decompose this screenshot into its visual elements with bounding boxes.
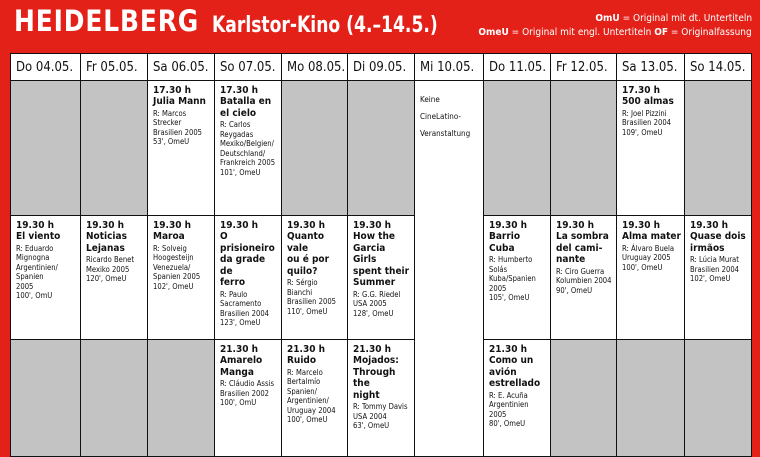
film-title-line: Ruido bbox=[287, 355, 317, 366]
day-header bbox=[617, 54, 685, 81]
screening-cell bbox=[484, 216, 551, 340]
film-detail-line: Brasilien 2004 bbox=[690, 264, 740, 274]
screening-cell bbox=[81, 216, 148, 340]
film-title-line: Batalla en bbox=[220, 96, 272, 107]
legend-code-omu: OmU bbox=[595, 13, 620, 24]
day-header bbox=[11, 54, 81, 81]
film-title-line: Manga bbox=[220, 366, 254, 378]
film-detail-line: Kuba/Spanien bbox=[489, 274, 536, 284]
film-detail-line: 100', OmeU bbox=[622, 262, 663, 272]
film-detail-line: 2005 bbox=[16, 281, 34, 291]
film-title-line: Amarelo bbox=[220, 355, 263, 366]
day-header bbox=[148, 54, 215, 81]
film-details bbox=[353, 402, 411, 431]
screening-time: 17.30 h bbox=[220, 85, 258, 96]
legend-text-of: = Originalfassung bbox=[668, 27, 752, 38]
empty-slot bbox=[685, 81, 752, 216]
film-title bbox=[287, 355, 344, 367]
film-detail-line: R: Paulo bbox=[220, 289, 248, 299]
film-title-line: La sombra bbox=[556, 231, 609, 242]
note-line: CineLatino- bbox=[420, 112, 461, 121]
screening-cell bbox=[215, 81, 282, 216]
film-title bbox=[622, 231, 681, 243]
film-detail-line: 101', OmeU bbox=[220, 167, 261, 177]
film-detail-line: 63', OmeU bbox=[353, 421, 390, 431]
film-details bbox=[220, 120, 278, 178]
film-details bbox=[489, 255, 547, 303]
empty-slot bbox=[11, 81, 81, 216]
film-detail-line: Hoogesteijn bbox=[153, 253, 194, 263]
film-detail-line: R: Cláudio Assis bbox=[220, 379, 275, 388]
film-details bbox=[690, 255, 748, 284]
film-detail-line: Brasilien 2005 bbox=[153, 127, 203, 137]
screening-cell bbox=[617, 216, 685, 340]
film-details bbox=[287, 278, 344, 316]
film-title bbox=[153, 96, 211, 108]
legend-code-omeu: OmeU bbox=[478, 27, 510, 38]
film-title-line: quilo? bbox=[287, 265, 318, 277]
film-detail-line: R: Eduardo bbox=[16, 243, 54, 253]
film-detail-line: R: Tommy Davis bbox=[353, 402, 408, 411]
screening-cell bbox=[215, 340, 282, 457]
film-title bbox=[16, 231, 77, 243]
schedule-row bbox=[11, 216, 752, 340]
film-detail-line: Bertalmío bbox=[287, 377, 321, 387]
film-title bbox=[86, 231, 144, 254]
screening-time: 19.30 h bbox=[287, 220, 325, 231]
film-detail-line: R: Carlos bbox=[220, 120, 251, 129]
film-details bbox=[622, 244, 681, 273]
film-title-line: El viento bbox=[16, 231, 61, 242]
legend-omu bbox=[595, 13, 752, 24]
film-detail-line: Kolumbien 2004 bbox=[556, 276, 612, 286]
film-title bbox=[220, 355, 278, 378]
film-title bbox=[489, 231, 547, 254]
film-title-line: spent their bbox=[353, 265, 410, 277]
no-event-cell bbox=[415, 81, 484, 457]
film-title-line: Como un bbox=[489, 355, 534, 366]
film-title-line: Quanto vale bbox=[287, 231, 325, 254]
day-header bbox=[685, 54, 752, 81]
cinema-subtitle: Karlstor-Kino (4.–14.5.) bbox=[212, 13, 438, 38]
film-title-line: Summer bbox=[353, 277, 396, 288]
film-detail-line: 100', OmU bbox=[16, 291, 53, 301]
film-detail-line: Bianchi bbox=[287, 287, 313, 297]
film-title-line: Lejanas bbox=[86, 242, 125, 254]
screening-time: 19.30 h bbox=[489, 220, 527, 231]
screening-cell bbox=[551, 216, 617, 340]
city-title: HEIDELBERG bbox=[14, 4, 200, 38]
film-title bbox=[220, 231, 278, 289]
day-label: Mi 10.05. bbox=[420, 59, 475, 75]
film-detail-line: Mignogna bbox=[16, 253, 50, 263]
screening-cell bbox=[348, 340, 415, 457]
film-detail-line: Reygadas bbox=[220, 129, 254, 139]
schedule-row bbox=[11, 340, 752, 457]
film-details bbox=[153, 109, 211, 147]
day-label: So 14.05. bbox=[690, 59, 746, 75]
film-details bbox=[622, 109, 681, 138]
note-line: Keine bbox=[420, 95, 440, 104]
film-detail-line: 128', OmeU bbox=[353, 308, 394, 318]
film-details bbox=[16, 244, 77, 302]
film-title-line: irmãos bbox=[690, 242, 725, 254]
film-detail-line: R: Ciro Guerra bbox=[556, 266, 605, 276]
screening-cell bbox=[148, 81, 215, 216]
film-title bbox=[556, 231, 613, 266]
day-label: Mo 08.05. bbox=[287, 59, 346, 75]
screening-time: 21.30 h bbox=[220, 344, 258, 355]
day-header-row bbox=[11, 54, 752, 81]
film-title-line: Quase dois bbox=[690, 231, 746, 242]
film-title-line: night bbox=[353, 389, 380, 401]
legend-text-omeu: = Original mit engl. Untertiteln bbox=[509, 27, 655, 38]
film-title-line: estrellado bbox=[489, 378, 541, 389]
film-title bbox=[353, 231, 411, 289]
film-detail-line: R: G.G. Riedel bbox=[353, 289, 401, 299]
empty-slot bbox=[148, 340, 215, 457]
film-detail-line: Venezuela/ bbox=[153, 262, 191, 272]
day-label: Sa 06.05. bbox=[153, 59, 209, 75]
film-detail-line: USA 2004 bbox=[353, 411, 387, 421]
film-detail-line: 109', OmeU bbox=[622, 127, 663, 137]
film-title-line: nante bbox=[556, 254, 586, 265]
film-title-line: Alma mater bbox=[622, 231, 681, 242]
film-detail-line: Brasilien 2004 bbox=[622, 118, 672, 128]
film-detail-line: 102', OmeU bbox=[690, 274, 731, 284]
screening-time: 19.30 h bbox=[353, 220, 391, 231]
screening-cell bbox=[282, 216, 348, 340]
film-details bbox=[556, 267, 613, 296]
film-details bbox=[86, 255, 144, 284]
film-title-line: Barrio Cuba bbox=[489, 231, 521, 254]
screening-time: 19.30 h bbox=[220, 220, 258, 231]
film-title-line: el cielo bbox=[220, 107, 257, 119]
film-title bbox=[353, 355, 411, 401]
screening-time: 19.30 h bbox=[556, 220, 594, 231]
film-detail-line: Argentinien/ bbox=[16, 262, 58, 272]
day-header bbox=[551, 54, 617, 81]
film-detail-line: 80', OmeU bbox=[489, 419, 526, 429]
film-detail-line: 90', OmeU bbox=[556, 285, 593, 295]
screening-time: 19.30 h bbox=[622, 220, 660, 231]
film-title bbox=[489, 355, 547, 390]
film-detail-line: R: Álvaro Buela bbox=[622, 243, 675, 253]
film-title bbox=[690, 231, 748, 254]
screening-time: 19.30 h bbox=[690, 220, 728, 231]
film-detail-line: 100', OmeU bbox=[287, 415, 328, 425]
header bbox=[0, 0, 760, 52]
film-detail-line: R: Joel Pizzini bbox=[622, 108, 667, 118]
legend-text-omu: = Original mit dt. Untertiteln bbox=[619, 13, 752, 24]
screening-time: 17.30 h bbox=[622, 85, 660, 96]
film-detail-line: R: Humberto bbox=[489, 255, 533, 264]
film-detail-line: R: Lúcia Murat bbox=[690, 255, 739, 264]
schedule-row bbox=[11, 81, 752, 216]
film-title-line: 500 almas bbox=[622, 96, 674, 107]
screening-cell bbox=[148, 216, 215, 340]
day-header bbox=[282, 54, 348, 81]
film-detail-line: Spanien bbox=[16, 272, 44, 282]
day-header bbox=[484, 54, 551, 81]
film-detail-line: Deutschland/ bbox=[220, 148, 266, 158]
empty-slot bbox=[81, 340, 148, 457]
film-detail-line: Mexiko 2005 bbox=[86, 264, 130, 274]
film-title-line: Garcia Girls bbox=[353, 242, 386, 265]
day-label: Fr 12.05. bbox=[556, 59, 608, 75]
empty-slot bbox=[348, 81, 415, 216]
no-event-note bbox=[420, 85, 480, 142]
film-detail-line: Argentinien/ bbox=[287, 396, 329, 406]
empty-slot bbox=[617, 340, 685, 457]
film-title bbox=[220, 96, 278, 119]
schedule-table bbox=[10, 53, 752, 457]
film-title-line: del cami- bbox=[556, 242, 603, 254]
film-title-line: avión bbox=[489, 366, 517, 378]
film-detail-line: 105', OmeU bbox=[489, 293, 530, 303]
film-detail-line: Brasilien 2002 bbox=[220, 388, 270, 398]
film-title-line: ferro bbox=[220, 277, 246, 288]
screening-cell bbox=[282, 340, 348, 457]
empty-slot bbox=[484, 81, 551, 216]
film-detail-line: 110', OmeU bbox=[287, 306, 328, 316]
day-label: Fr 05.05. bbox=[86, 59, 138, 75]
film-details bbox=[220, 379, 278, 408]
film-title bbox=[153, 231, 211, 243]
film-detail-line: 100', OmU bbox=[220, 398, 257, 408]
screening-cell bbox=[484, 340, 551, 457]
film-title-line: Through the bbox=[353, 366, 396, 389]
empty-slot bbox=[551, 81, 617, 216]
film-detail-line: 123', OmeU bbox=[220, 318, 261, 328]
empty-slot bbox=[11, 340, 81, 457]
film-detail-line: Mexiko/Belgien/ bbox=[220, 139, 274, 149]
film-title-line: da grade de bbox=[220, 254, 266, 277]
screening-time: 19.30 h bbox=[153, 220, 191, 231]
screening-time: 19.30 h bbox=[86, 220, 124, 231]
film-detail-line: Sacramento bbox=[220, 299, 262, 309]
film-detail-line: Spanien/ bbox=[287, 386, 317, 396]
film-details bbox=[220, 290, 278, 328]
screening-cell bbox=[348, 216, 415, 340]
empty-slot bbox=[282, 81, 348, 216]
film-detail-line: Spanien 2005 bbox=[153, 272, 201, 282]
screening-time: 21.30 h bbox=[287, 344, 325, 355]
film-title bbox=[287, 231, 344, 277]
screening-time: 21.30 h bbox=[353, 344, 391, 355]
day-header bbox=[415, 54, 484, 81]
film-detail-line: R: Solveig bbox=[153, 243, 187, 253]
film-detail-line: R: Marcelo bbox=[287, 367, 323, 377]
day-label: Do 04.05. bbox=[16, 59, 74, 75]
empty-slot bbox=[81, 81, 148, 216]
screening-time: 21.30 h bbox=[489, 344, 527, 355]
film-details bbox=[353, 290, 411, 319]
empty-slot bbox=[551, 340, 617, 457]
film-title-line: Noticias bbox=[86, 231, 127, 242]
film-detail-line: R: Sérgio bbox=[287, 278, 318, 287]
screening-cell bbox=[617, 81, 685, 216]
film-detail-line: Argentinien bbox=[489, 400, 529, 410]
note-line: Veranstaltung bbox=[420, 129, 471, 138]
film-title-line: ou é por bbox=[287, 254, 330, 265]
film-detail-line: 53', OmeU bbox=[153, 137, 190, 147]
day-label: Di 09.05. bbox=[353, 59, 407, 75]
film-detail-line: Ricardo Benet bbox=[86, 255, 135, 264]
day-header bbox=[348, 54, 415, 81]
film-detail-line: USA 2005 bbox=[353, 299, 387, 309]
empty-slot bbox=[685, 340, 752, 457]
film-title-line: O prisioneiro bbox=[220, 231, 275, 254]
legend-omeu-of bbox=[479, 27, 752, 38]
film-detail-line: R: Marcos bbox=[153, 108, 187, 118]
film-detail-line: Uruguay 2004 bbox=[287, 405, 336, 415]
film-detail-line: Solás bbox=[489, 264, 508, 274]
film-details bbox=[489, 391, 547, 429]
film-detail-line: 2005 bbox=[489, 283, 507, 293]
film-title-line: How the bbox=[353, 231, 395, 242]
film-details bbox=[287, 368, 344, 426]
film-detail-line: R: E. Acuña bbox=[489, 390, 528, 400]
day-header bbox=[215, 54, 282, 81]
legend-code-of: OF bbox=[654, 27, 669, 38]
screening-time: 19.30 h bbox=[16, 220, 54, 231]
film-title-line: Julia Mann bbox=[153, 96, 206, 107]
film-detail-line: 2005 bbox=[489, 409, 507, 419]
film-detail-line: Brasilien 2004 bbox=[220, 308, 270, 318]
day-label: Sa 13.05. bbox=[622, 59, 678, 75]
day-header bbox=[81, 54, 148, 81]
day-label: Do 11.05. bbox=[489, 59, 547, 75]
schedule-body bbox=[11, 81, 752, 457]
screening-time: 17.30 h bbox=[153, 85, 191, 96]
film-detail-line: 102', OmeU bbox=[153, 281, 194, 291]
film-detail-line: Brasilien 2005 bbox=[287, 297, 337, 307]
film-details bbox=[153, 244, 211, 292]
day-label: So 07.05. bbox=[220, 59, 276, 75]
screening-cell bbox=[11, 216, 81, 340]
film-detail-line: 120', OmeU bbox=[86, 274, 127, 284]
film-detail-line: Frankreich 2005 bbox=[220, 158, 276, 168]
film-title-line: Maroa bbox=[153, 231, 185, 242]
film-detail-line: Uruguay 2005 bbox=[622, 253, 671, 263]
screening-cell bbox=[215, 216, 282, 340]
screening-cell bbox=[685, 216, 752, 340]
film-title bbox=[622, 96, 681, 108]
film-title-line: Mojados: bbox=[353, 355, 399, 366]
film-detail-line: Strecker bbox=[153, 118, 182, 128]
